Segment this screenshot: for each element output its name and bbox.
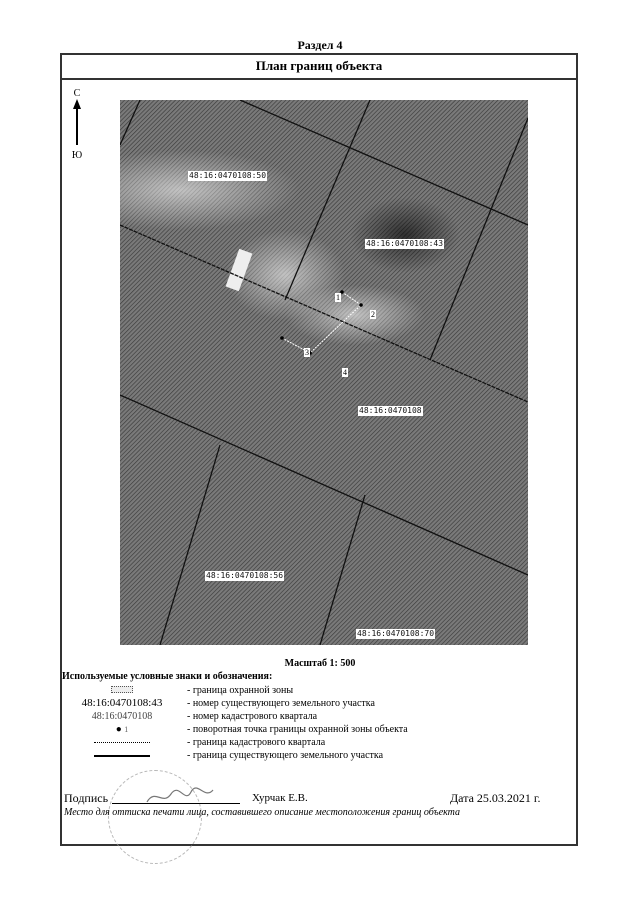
parcel-label: 48:16:0470108:70 bbox=[357, 629, 435, 638]
satellite-map bbox=[120, 100, 528, 645]
stamp-place-note: Место для оттиска печати лица, составившего описание местоположения границ объекта bbox=[64, 807, 461, 818]
legend-item: - граница кадастрового квартала bbox=[62, 736, 562, 749]
zone-boundary-symbol bbox=[62, 684, 182, 697]
parcel-label: 48:16:0470108:56 bbox=[206, 571, 284, 580]
arrow-up-icon bbox=[70, 99, 84, 147]
parcel-label: 48:16:0470108:43 bbox=[366, 239, 444, 248]
legend-item: 48:16:0470108 - номер кадастрового квартала bbox=[62, 710, 562, 723]
parcel-label: 48:16:0470108:50 bbox=[189, 171, 267, 180]
legend-item: 48:16:0470108:43 - номер существующего земельного участка bbox=[62, 697, 562, 710]
handwritten-signature bbox=[145, 786, 215, 808]
turning-point-symbol: ● 1 bbox=[115, 724, 129, 735]
south-label: Ю bbox=[71, 150, 83, 161]
map-overlay bbox=[120, 100, 528, 645]
quarter-boundary-symbol bbox=[62, 736, 182, 749]
quarter-label: 48:16:0470108 bbox=[359, 406, 422, 415]
signer-name: Хурчак Е.В. bbox=[252, 792, 308, 804]
legend-item: - граница существующего земельного участка bbox=[62, 749, 562, 762]
terrain-light bbox=[285, 285, 425, 345]
page-title: План границ объекта bbox=[60, 53, 578, 80]
document-date: Дата 25.03.2021 г. bbox=[450, 791, 541, 805]
point-label: 3 bbox=[305, 348, 309, 357]
quarter-number-symbol: 48:16:0470108 bbox=[91, 711, 153, 722]
section-heading: Раздел 4 bbox=[297, 38, 343, 52]
terrain-dark bbox=[350, 197, 460, 273]
map-scale: Масштаб 1: 500 bbox=[284, 658, 356, 669]
parcel-boundary-symbol bbox=[62, 749, 182, 762]
signature-line bbox=[112, 803, 240, 804]
point-label: 1 bbox=[336, 293, 340, 302]
legend-item: - граница охранной зоны bbox=[62, 684, 562, 697]
point-label: 4 bbox=[343, 368, 347, 377]
parcel-number-symbol: 48:16:0470108:43 bbox=[81, 697, 163, 709]
point-label: 2 bbox=[371, 310, 375, 319]
north-arrow bbox=[70, 88, 84, 161]
legend-title: Используемые условные знаки и обозначения: bbox=[62, 671, 273, 682]
legend-item: ● 1 - поворотная точка границы охранной зоны объекта bbox=[62, 723, 562, 736]
north-label: С bbox=[73, 88, 81, 99]
signature-label: Подпись bbox=[64, 791, 109, 805]
